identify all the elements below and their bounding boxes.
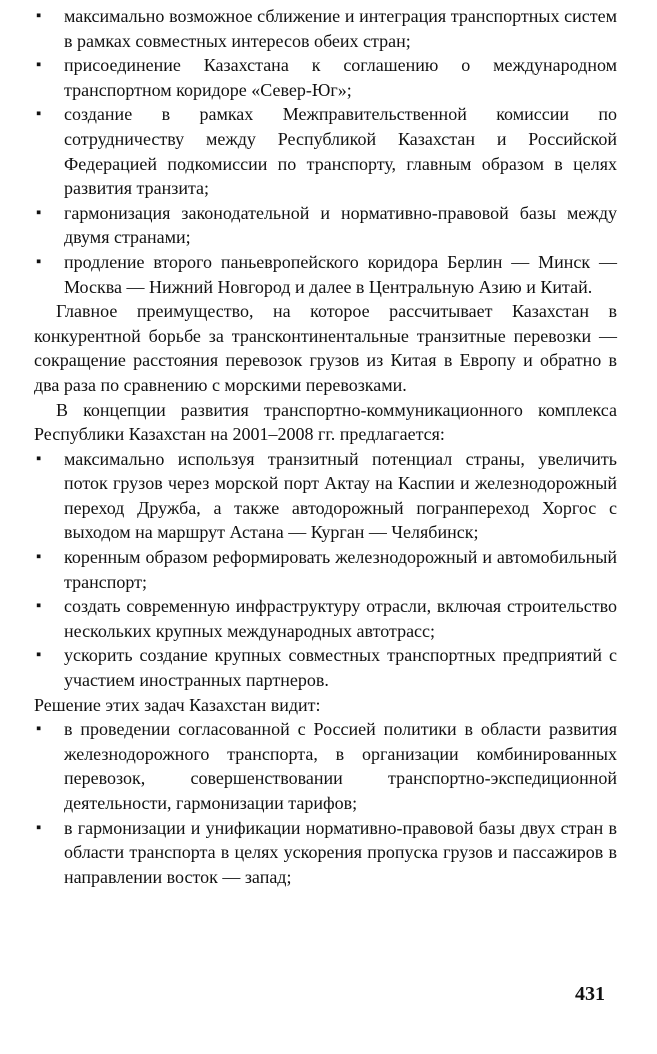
bullet-list-cooperation [34, 4, 617, 299]
paragraph-concept-intro: В концепции развития транспортно-коммуникационного комплекса Республики Казахстан на 2001–2008 гг. предлагается: [34, 399, 617, 445]
list-item: ▪ максимально возможное сближение и интеграция транспортных систем в рамках совместных интересов обеих стран; [34, 4, 617, 53]
paragraph-main-advantage: Главное преимущество, на которое рассчитывает Казахстан в конкурентной борьбе за трансконтинентальные транзитные перевозки — сокращение расстояния перевозок грузов из Китая в Европу и обратно в два раза по сравнению с морскими перевозками. [34, 301, 617, 395]
bullet-list-concept [34, 447, 617, 693]
list-item: ▪ присоединение Казахстана к соглашению о международном транспортном коридоре «Север-Юг»; [34, 53, 617, 102]
list-item: ▪ в гармонизации и унификации нормативно-правовой базы двух стран в области транспорта в целях ускорения пропуска грузов и пассажиров в направлении восток — запад; [34, 816, 617, 890]
list-item: ▪ гармонизация законодательной и нормативно-правовой базы между двумя странами; [34, 201, 617, 250]
list-item: ▪ в проведении согласованной с Россией политики в области развития железнодорожного транспорта, в организации комбинированных перевозок, совершенствовании транспортно-экспедиционной деятельности, гармонизации тарифов; [34, 717, 617, 815]
list-item: ▪ коренным образом реформировать железнодорожный и автомобильный транспорт; [34, 545, 617, 594]
paragraph-solutions-intro: Решение этих задач Казахстан видит: [34, 694, 321, 715]
list-item: ▪ максимально используя транзитный потенциал страны, увеличить поток грузов через морской порт Актау на Каспии и железнодорожный переход Дружба, а также автодорожный погранпереход Хоргос с выходом на маршрут Астана — Курган — Челябинск; [34, 447, 617, 545]
list-item: ▪ ускорить создание крупных совместных транспортных предприятий с участием иностранных партнеров. [34, 643, 617, 692]
list-item: ▪ продление второго паньевропейского коридора Берлин — Минск — Москва — Нижний Новгород и далее в Центральную Азию и Китай. [34, 250, 617, 299]
list-item: ▪ создать современную инфраструктуру отрасли, включая строительство нескольких крупных международных автотрасс; [34, 594, 617, 643]
bullet-list-solutions [34, 717, 617, 889]
page-number: 431 [575, 983, 605, 1005]
page-body [34, 4, 617, 889]
list-item: ▪ создание в рамках Межправительственной комиссии по сотрудничеству между Республикой Казахстан и Российской Федерацией подкомиссии по транспорту, главным образом в целях развития транзита; [34, 102, 617, 200]
